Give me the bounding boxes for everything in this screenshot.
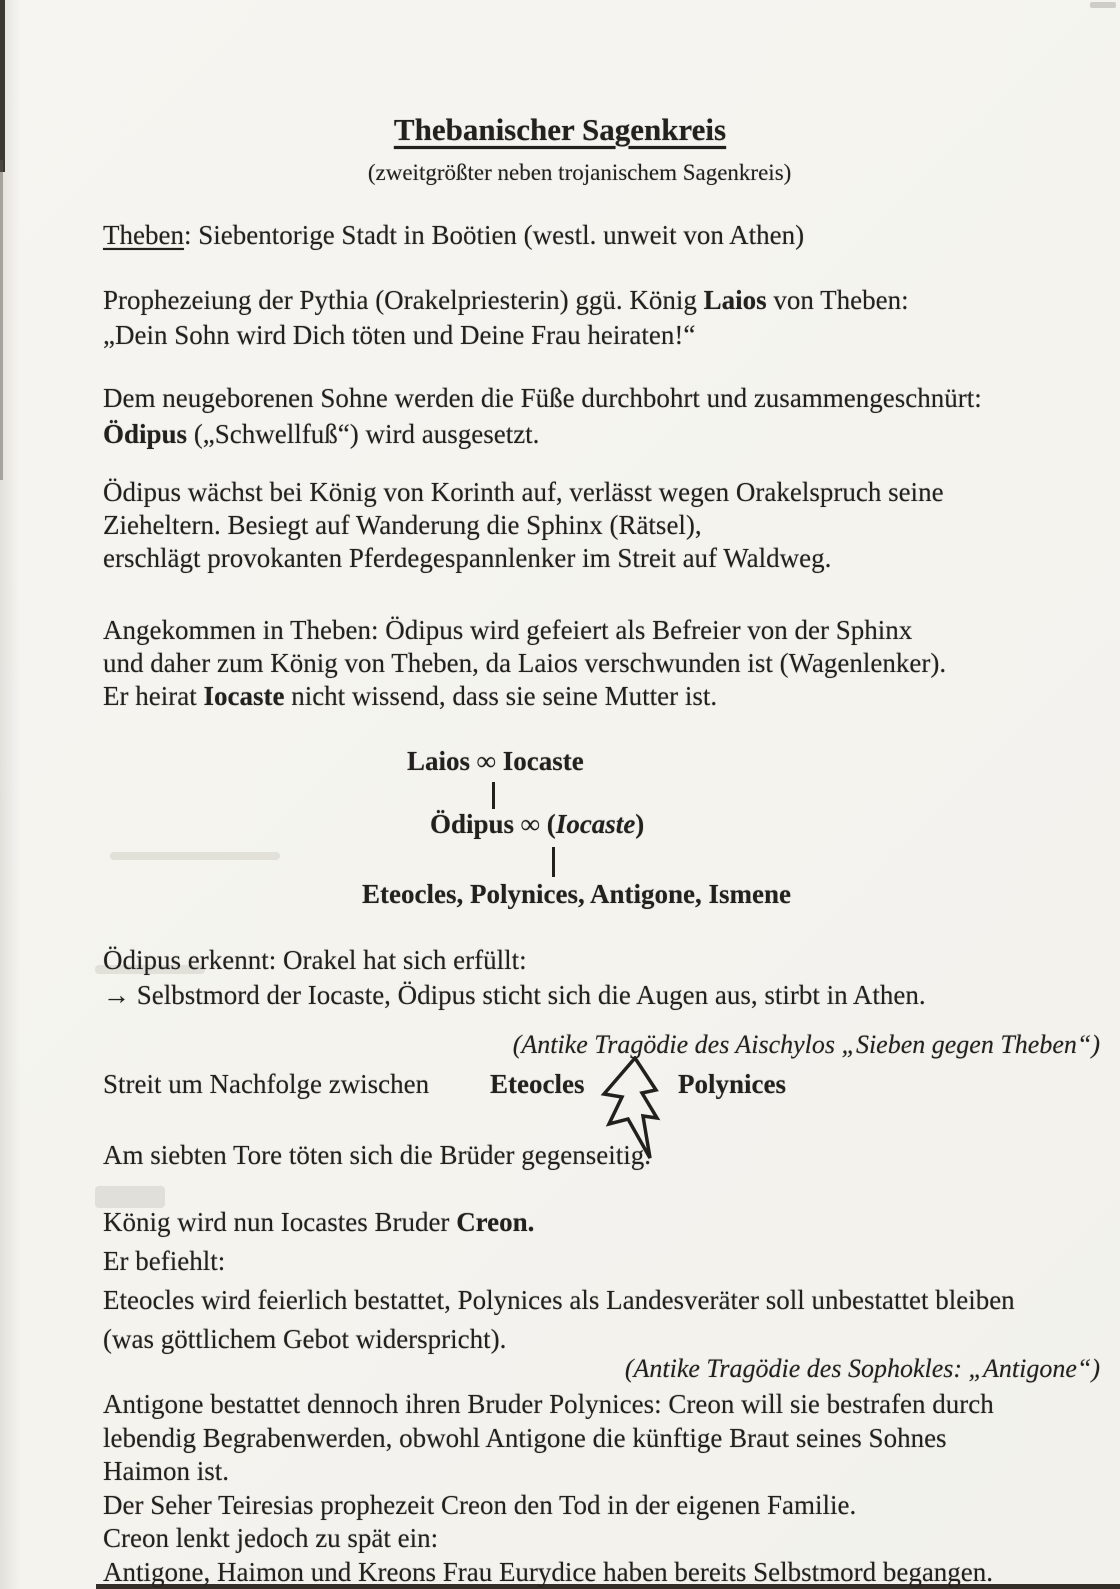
antigone-line-3: Haimon ist. bbox=[103, 1456, 229, 1486]
scan-streak bbox=[110, 852, 280, 860]
arrival-line3-pre: Er heirat bbox=[103, 681, 204, 711]
scan-gutter-shadow bbox=[0, 0, 20, 1589]
scan-mark-top-right bbox=[1090, 2, 1116, 8]
creon-line-3: Eteocles wird feierlich bestattet, Polynices als Landesveräter soll unbestattet bleiben bbox=[103, 1285, 1015, 1315]
paragraph-arrival bbox=[103, 614, 946, 713]
name-laios: Laios bbox=[703, 285, 767, 315]
family-tree-row-children: Eteocles, Polynices, Antigone, Ismene bbox=[362, 879, 791, 909]
family-tree-row-laios-iocaste: Laios ∞ Iocaste bbox=[407, 746, 584, 776]
paragraph-exposure bbox=[103, 380, 982, 452]
family-tree-connector bbox=[492, 782, 495, 809]
arrival-line-1: Angekommen in Theben: Ödipus wird gefeiert als Befreier von der Sphinx bbox=[103, 615, 913, 645]
note-aischylos: (Antike Tragödie des Aischylos „Sieben gegen Theben“) bbox=[512, 1030, 1100, 1059]
name-oedipus: Ödipus bbox=[103, 419, 188, 449]
creon-line-2: Er befiehlt: bbox=[103, 1246, 226, 1276]
conflict-eteocles: Eteocles bbox=[490, 1069, 585, 1099]
exposure-line2-post: („Schwellfuß“) wird ausgesetzt. bbox=[187, 419, 540, 449]
arrival-line-3 bbox=[103, 680, 946, 713]
prophecy-quote: „Dein Sohn wird Dich töten und Deine Frau heiraten!“ bbox=[103, 320, 696, 350]
family-tree-row-oedipus bbox=[430, 808, 644, 841]
creon-line-4: (was göttlichem Gebot widerspricht). bbox=[103, 1324, 507, 1354]
tree-row2-iocaste-italic: Iocaste bbox=[555, 809, 636, 839]
korinth-line-3: erschlägt provokanten Pferdegespannlenker im Streit auf Waldweg. bbox=[103, 543, 832, 573]
creon-line-1 bbox=[103, 1203, 1015, 1242]
antigone-line-2: lebendig Begrabenwerden, obwohl Antigone die künftige Braut seines Sohnes bbox=[103, 1422, 947, 1453]
scan-edge-left-faint bbox=[0, 160, 3, 480]
antigone-line-1: Antigone bestattet dennoch ihren Bruder Polynices: Creon will sie bestrafen durch bbox=[103, 1389, 994, 1419]
tree-row2-pre: Ödipus ∞ ( bbox=[430, 809, 556, 839]
paragraph-gates: Am siebten Tore töten sich die Brüder gegenseitig. bbox=[103, 1140, 651, 1170]
tree-row2-post: ) bbox=[635, 809, 645, 839]
term-theben: Theben bbox=[103, 220, 184, 250]
korinth-line-1: Ödipus wächst bei König von Korinth auf, verlässt wegen Orakelspruch seine bbox=[103, 477, 944, 507]
prophecy-line1-post: von Theben: bbox=[766, 285, 909, 315]
antigone-line-6: Antigone, Haimon und Kreons Frau Eurydice haben bereits Selbstmord begangen. bbox=[103, 1556, 994, 1587]
conflict-polynices: Polynices bbox=[678, 1069, 786, 1099]
paragraph-recognition bbox=[103, 943, 926, 1013]
prophecy-line-1 bbox=[103, 283, 909, 318]
theben-definition-text: : Siebentorige Stadt in Boötien (westl. unweit von Athen) bbox=[183, 220, 805, 250]
paragraph-korinth bbox=[103, 476, 944, 575]
creon-line1-pre: König wird nun Iocastes Bruder bbox=[103, 1207, 457, 1237]
paragraph-creon bbox=[103, 1203, 1015, 1359]
paragraph-theben-definition bbox=[103, 219, 804, 252]
arrival-line-2: und daher zum König von Theben, da Laios verschwunden ist (Wagenlenker). bbox=[103, 648, 947, 678]
name-creon: Creon. bbox=[456, 1207, 535, 1237]
note-sophokles: (Antike Tragödie des Sophokles: „Antigone“) bbox=[624, 1354, 1100, 1383]
exposure-line-1: Dem neugeborenen Sohne werden die Füße durchbohrt und zusammengeschnürt: bbox=[103, 383, 982, 413]
antigone-line-5: Creon lenkt jedoch zu spät ein: bbox=[103, 1523, 439, 1553]
paragraph-prophecy bbox=[103, 283, 909, 353]
family-tree-connector bbox=[552, 847, 555, 877]
korinth-line-2: Zieheltern. Besiegt auf Wanderung die Sphinx (Rätsel), bbox=[103, 510, 702, 540]
recognition-line-1: Ödipus erkennt: Orakel hat sich erfüllt: bbox=[103, 945, 527, 975]
antigone-line-4: Der Seher Teiresias prophezeit Creon den Tod in der eigenen Familie. bbox=[103, 1489, 857, 1520]
paragraph-antigone bbox=[103, 1388, 994, 1589]
document-subtitle: (zweitgrößter neben trojanischem Sagenkreis) bbox=[367, 160, 792, 185]
exposure-line-2 bbox=[103, 416, 982, 452]
arrival-line3-post: nicht wissend, dass sie seine Mutter ist. bbox=[284, 681, 718, 711]
name-iocaste: Iocaste bbox=[203, 681, 285, 711]
document-title bbox=[0, 112, 1120, 148]
prophecy-line1-pre: Prophezeiung der Pythia (Orakelpriesterin) ggü. König bbox=[103, 285, 704, 315]
conflict-line-pre: Streit um Nachfolge zwischen bbox=[103, 1069, 430, 1099]
document-title-text: Thebanischer Sagenkreis bbox=[393, 112, 727, 147]
recognition-line-2: → Selbstmord der Iocaste, Ödipus sticht sich die Augen aus, stirbt in Athen. bbox=[103, 980, 926, 1010]
